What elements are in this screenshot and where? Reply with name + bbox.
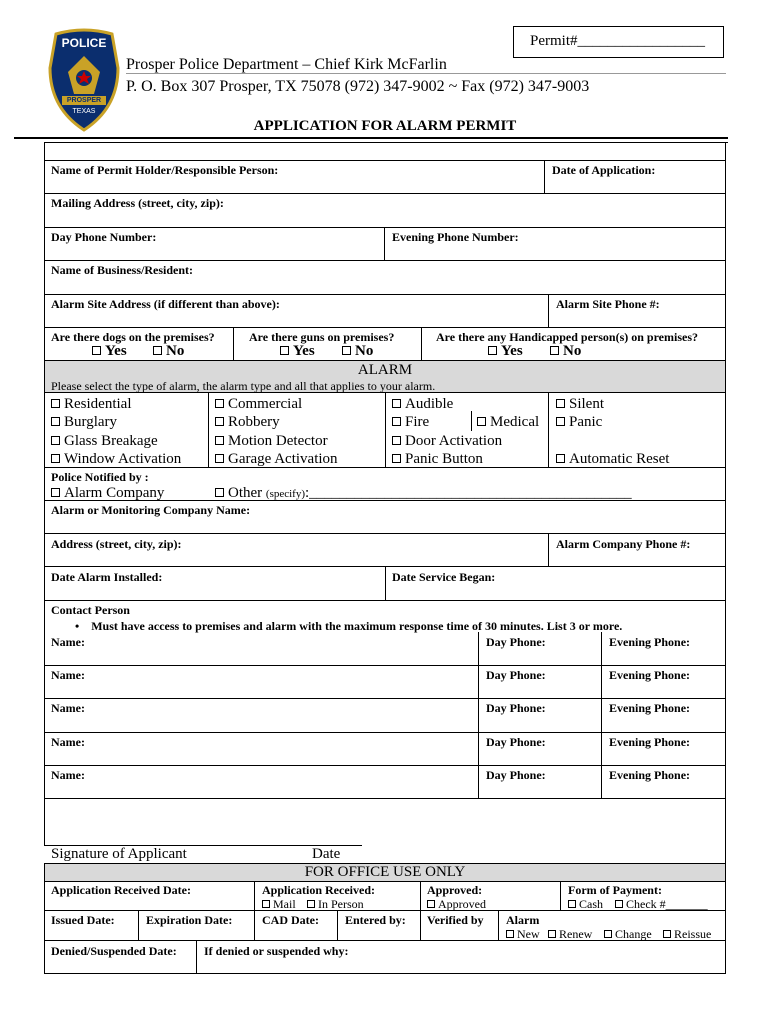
checkbox-icon [392, 436, 401, 445]
checkbox-icon [215, 436, 224, 445]
other-checkbox[interactable]: Other (specify):___________________________________________ [215, 485, 632, 502]
permit-number-label: Permit#_________________ [530, 33, 705, 49]
received-date-label: Application Received Date: [51, 883, 191, 897]
alarm-instruction: Please select the type of alarm, the alarm type and all that applies to your alarm. [51, 379, 436, 393]
checkbox-icon [51, 454, 60, 463]
business-name-label: Name of Business/Resident: [51, 263, 194, 277]
form-right-border [725, 142, 726, 974]
contact-bullet: • Must have access to premises and alarm with the maximum response time of 30 minutes. List 3 or more. [75, 619, 623, 633]
silent-checkbox[interactable]: Silent [556, 396, 604, 413]
checkbox-icon [568, 900, 576, 908]
window-activation-checkbox[interactable]: Window Activation [51, 451, 181, 468]
alarm-status-label: Alarm [506, 913, 540, 927]
commercial-checkbox[interactable]: Commercial [215, 396, 302, 413]
checkbox-icon [215, 417, 224, 426]
form-title: APPLICATION FOR ALARM PERMIT [253, 118, 517, 134]
checkbox-icon [506, 930, 514, 938]
department-name: Prosper Police Department – Chief Kirk McFarlin [126, 56, 447, 73]
denied-reason-label: If denied or suspended why: [204, 944, 349, 958]
check-checkbox[interactable]: Check #_______ [615, 897, 708, 912]
reissue-checkbox[interactable]: Reissue [663, 927, 711, 942]
checkbox-icon [556, 417, 565, 426]
form-of-payment-label: Form of Payment: [568, 883, 662, 897]
contact-person-heading: Contact Person [51, 603, 130, 617]
contact-day-phone-label: Day Phone: [486, 668, 546, 682]
checkbox-icon [548, 930, 556, 938]
motion-detector-checkbox[interactable]: Motion Detector [215, 433, 328, 450]
renew-checkbox[interactable]: Renew [548, 927, 592, 942]
cash-checkbox[interactable]: Cash [568, 897, 603, 912]
contact-day-phone-label: Day Phone: [486, 735, 546, 749]
date-of-application-label: Date of Application: [552, 163, 656, 177]
contact-evening-phone-label: Evening Phone: [609, 668, 691, 682]
alarm-site-phone-label: Alarm Site Phone #: [556, 297, 660, 311]
guns-question: Are there guns on premises? [249, 330, 395, 344]
checkbox-icon [392, 399, 401, 408]
bullet-icon: • [75, 619, 80, 633]
handicapped-no-checkbox[interactable]: No [550, 343, 581, 360]
entered-by-label: Entered by: [345, 913, 406, 927]
checkbox-icon [153, 346, 162, 355]
dogs-yes-checkbox[interactable]: Yes [92, 343, 127, 360]
form-top-border [14, 137, 728, 139]
badge-top-text: POLICE [61, 36, 107, 50]
police-notified-label: Police Notified by : [51, 470, 149, 484]
contact-name-label: Name: [51, 701, 85, 715]
expiration-date-label: Expiration Date: [146, 913, 233, 927]
checkbox-icon [262, 900, 270, 908]
in-person-checkbox[interactable]: In Person [307, 897, 364, 912]
checkbox-icon [215, 454, 224, 463]
contact-evening-phone-label: Evening Phone: [609, 635, 691, 649]
checkbox-icon [488, 346, 497, 355]
cad-date-label: CAD Date: [262, 913, 319, 927]
checkbox-icon [477, 417, 486, 426]
audible-checkbox[interactable]: Audible [392, 396, 453, 413]
alarm-heading: ALARM [357, 362, 413, 378]
checkbox-icon [604, 930, 612, 938]
new-checkbox[interactable]: New [506, 927, 540, 942]
permit-number-box[interactable] [513, 26, 724, 58]
form-left-border [44, 142, 45, 845]
contact-day-phone-label: Day Phone: [486, 701, 546, 715]
issued-date-label: Issued Date: [51, 913, 115, 927]
contact-day-phone-label: Day Phone: [486, 768, 546, 782]
guns-no-checkbox[interactable]: No [342, 343, 373, 360]
day-phone-label: Day Phone Number: [51, 230, 157, 244]
change-checkbox[interactable]: Change [604, 927, 652, 942]
dogs-no-checkbox[interactable]: No [153, 343, 184, 360]
evening-phone-label: Evening Phone Number: [392, 230, 519, 244]
mailing-address-label: Mailing Address (street, city, zip): [51, 196, 224, 210]
glass-breakage-checkbox[interactable]: Glass Breakage [51, 433, 158, 450]
guns-yes-checkbox[interactable]: Yes [280, 343, 315, 360]
checkbox-icon [307, 900, 315, 908]
contact-evening-phone-label: Evening Phone: [609, 701, 691, 715]
checkbox-icon [663, 930, 671, 938]
checkbox-icon [556, 454, 565, 463]
door-activation-checkbox[interactable]: Door Activation [392, 433, 502, 450]
contact-day-phone-label: Day Phone: [486, 635, 546, 649]
badge-ribbon-text: PROSPER [66, 97, 102, 104]
signature-label: Signature of Applicant [51, 846, 187, 862]
approved-label: Approved: [427, 883, 483, 897]
checkbox-icon [427, 900, 435, 908]
header-rule [126, 73, 726, 74]
checkbox-icon [215, 399, 224, 408]
residential-checkbox[interactable]: Residential [51, 396, 132, 413]
contact-name-label: Name: [51, 635, 85, 649]
form-top-border-inner [44, 142, 728, 143]
contact-name-label: Name: [51, 668, 85, 682]
permit-holder-label: Name of Permit Holder/Responsible Person: [51, 163, 279, 177]
checkbox-icon [280, 346, 289, 355]
checkbox-icon [51, 488, 60, 497]
verified-by-label: Verified by [427, 913, 484, 927]
checkbox-icon [550, 346, 559, 355]
contact-evening-phone-label: Evening Phone: [609, 768, 691, 782]
checkbox-icon [92, 346, 101, 355]
fire-checkbox[interactable]: Fire [392, 414, 429, 431]
badge-state-text: TEXAS [72, 108, 96, 115]
garage-activation-checkbox[interactable]: Garage Activation [215, 451, 338, 468]
application-received-label: Application Received: [262, 883, 375, 897]
monitoring-company-label: Alarm or Monitoring Company Name: [51, 503, 251, 517]
alarm-site-address-label: Alarm Site Address (if different than above): [51, 297, 280, 311]
robbery-checkbox[interactable]: Robbery [215, 414, 280, 431]
mail-checkbox[interactable]: Mail [262, 897, 296, 912]
automatic-reset-checkbox[interactable]: Automatic Reset [556, 451, 669, 468]
office-use-heading: FOR OFFICE USE ONLY [304, 864, 466, 880]
burglary-checkbox[interactable]: Burglary [51, 414, 117, 431]
company-phone-label: Alarm Company Phone #: [556, 537, 691, 551]
checkbox-icon [51, 436, 60, 445]
date-service-label: Date Service Began: [392, 570, 496, 584]
checkbox-icon [556, 399, 565, 408]
checkbox-icon [615, 900, 623, 908]
police-badge-logo [48, 28, 120, 132]
denied-date-label: Denied/Suspended Date: [51, 944, 177, 958]
checkbox-icon [392, 417, 401, 426]
panic-checkbox[interactable]: Panic [556, 414, 602, 431]
checkbox-icon [392, 454, 401, 463]
alarm-company-checkbox[interactable]: Alarm Company [51, 485, 164, 502]
dogs-question: Are there dogs on the premises? [51, 330, 215, 344]
date-installed-label: Date Alarm Installed: [51, 570, 163, 584]
panic-button-checkbox[interactable]: Panic Button [392, 451, 483, 468]
contact-evening-phone-label: Evening Phone: [609, 735, 691, 749]
signature-date-label: Date [312, 846, 341, 862]
approved-checkbox[interactable]: Approved [427, 897, 486, 912]
department-address: P. O. Box 307 Prosper, TX 75078 (972) 347-9002 ~ Fax (972) 347-9003 [126, 78, 590, 95]
handicapped-yes-checkbox[interactable]: Yes [488, 343, 523, 360]
checkbox-icon [51, 417, 60, 426]
handicapped-question: Are there any Handicapped person(s) on premises? [436, 330, 699, 344]
medical-checkbox[interactable]: Medical [477, 414, 539, 431]
contact-name-label: Name: [51, 735, 85, 749]
checkbox-icon [51, 399, 60, 408]
checkbox-icon [342, 346, 351, 355]
company-address-label: Address (street, city, zip): [51, 537, 182, 551]
contact-name-label: Name: [51, 768, 85, 782]
checkbox-icon [215, 488, 224, 497]
